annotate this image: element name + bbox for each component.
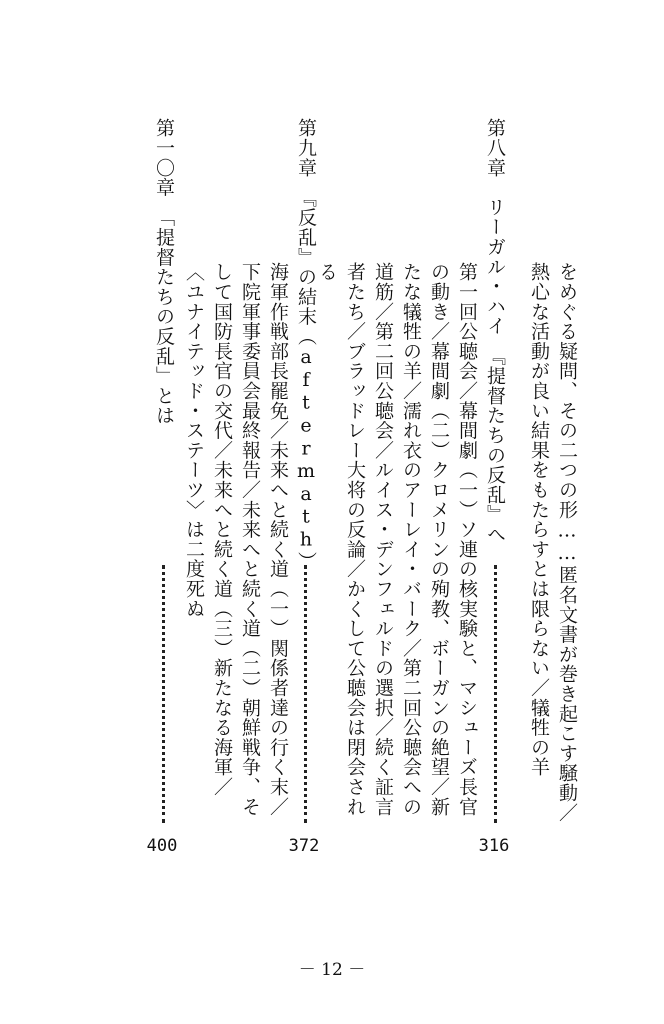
chapter-9-page-number: 372 xyxy=(288,836,320,856)
chapter-10-leader-dots xyxy=(162,565,165,823)
chapter-9-heading xyxy=(294,118,318,571)
chapter-9-title: 『反乱』の結末（aftermath） xyxy=(295,197,317,572)
chapter-10-page-number: 400 xyxy=(146,836,178,856)
chapter-8-line-3: たな犠牲の羊／濡れ衣のアーレイ・バーク／第二回公聴会への xyxy=(400,262,422,817)
chapter-8-line-5: 者たち／ブラッドレー大将の反論／かくして公聴会は閉会され xyxy=(344,262,366,817)
chapter-9-line-1: 海軍作戦部長罷免／未来へと続く道（一）関係者達の行く末／ xyxy=(267,262,289,817)
chapter-8-line-1: 第一回公聴会／幕間劇（一）ソ連の核実験と、マシューズ長官 xyxy=(456,262,478,817)
chapter-10-heading xyxy=(152,118,176,425)
continued-text-line-2: 熱心な活動が良い結果をもたらすとは限らない／犠牲の羊 xyxy=(528,262,550,777)
chapter-10-title: 「提督たちの反乱」とは xyxy=(153,217,175,426)
continued-text-line-1: をめぐる疑問、その二つの形……匿名文書が巻き起こす騒動／ xyxy=(556,262,578,823)
chapter-10-number: 第一〇章 xyxy=(153,118,175,198)
chapter-9-line-4: 〈ユナイテッド・ステーツ〉は二度死ぬ xyxy=(183,262,205,619)
chapter-9-leader-dots xyxy=(304,565,307,823)
chapter-8-number: 第八章 xyxy=(484,118,506,178)
chapter-8-title: リーガル・ハイ 『提督たちの反乱』へ xyxy=(484,197,506,545)
chapter-8-heading xyxy=(483,118,507,544)
chapter-8-line-2: の動き／幕間劇（二）クロメリンの殉教、ボーガンの絶望／新 xyxy=(428,262,450,817)
chapter-8-leader-dots xyxy=(494,565,497,823)
chapter-8-line-6: る xyxy=(316,262,338,282)
chapter-9-number: 第九章 xyxy=(295,118,317,178)
chapter-8-page-number: 316 xyxy=(478,836,510,856)
chapter-9-line-2: 下院軍事委員会最終報告／未来へと続く道（二）朝鮮戦争、そ xyxy=(239,262,261,817)
chapter-8-line-4: 道筋／第二回公聴会／ルイス・デンフェルドの選択／続く証言 xyxy=(372,262,394,817)
page-footer-number: － 12 － xyxy=(298,960,366,980)
chapter-9-line-3: して国防長官の交代／未来へと続く道（三）新たなる海軍／ xyxy=(211,262,233,797)
